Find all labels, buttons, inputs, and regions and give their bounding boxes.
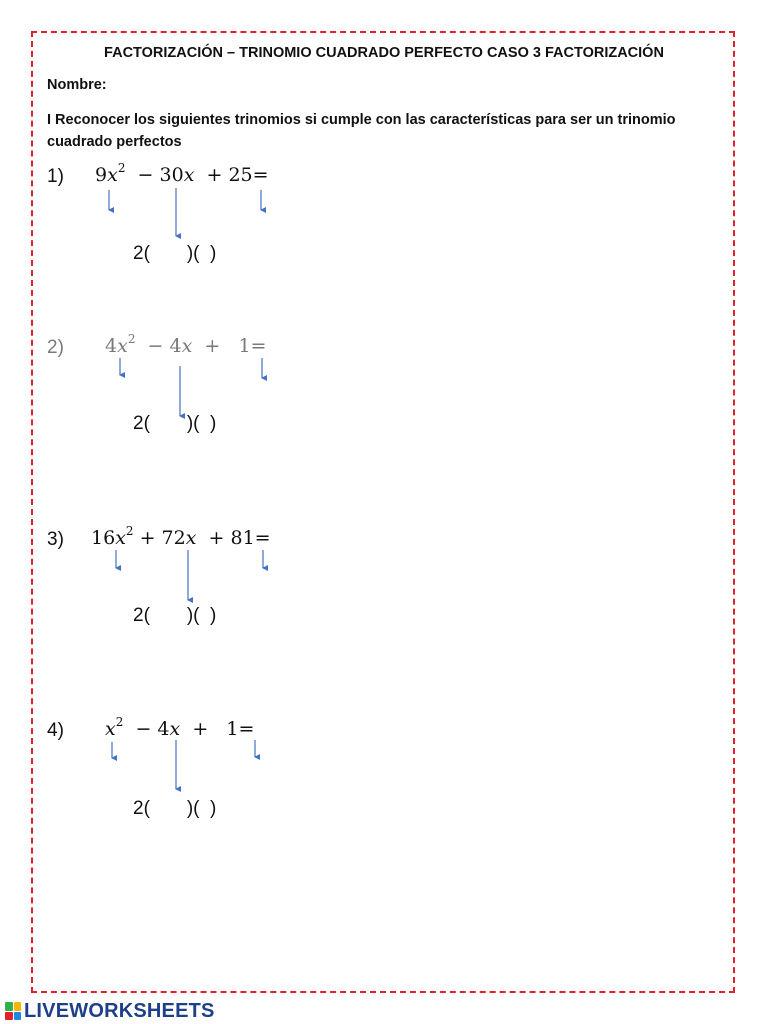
exercise-4-answer-blank[interactable]: 2( )( ) bbox=[133, 798, 217, 819]
exercise-3-number: 3) bbox=[47, 529, 64, 550]
exercise-2-equation: $4x^2 - 4x + 1=$ bbox=[105, 332, 267, 357]
exercise-1-number: 1) bbox=[47, 166, 64, 187]
liveworksheets-logo bbox=[5, 999, 215, 1023]
logo-text: LIVEWORKSHEETS bbox=[24, 999, 215, 1022]
exercise-4-equation: $x^2 - 4x + 1=$ bbox=[105, 715, 255, 740]
exercise-1-answer-blank[interactable]: 2( )( ) bbox=[133, 243, 217, 264]
exercise-1-equation: $9x^2 - 30x + 25=$ bbox=[95, 161, 269, 186]
worksheet-title: FACTORIZACIÓN – TRINOMIO CUADRADO PERFECTO CASO 3 FACTORIZACIÓN bbox=[104, 45, 664, 61]
exercise-2-number: 2) bbox=[47, 337, 64, 358]
exercise-4-number: 4) bbox=[47, 720, 64, 741]
exercise-3-answer-blank[interactable]: 2( )( ) bbox=[133, 605, 217, 626]
logo-icon bbox=[5, 1002, 21, 1020]
exercise-3-equation: $16x^2 + 72x + 81=$ bbox=[91, 524, 271, 549]
name-label: Nombre: bbox=[47, 77, 107, 93]
instructions: I Reconocer los siguientes trinomios si cumple con las características para ser un trinomio cuadrado perfectos bbox=[47, 112, 676, 150]
exercise-2-answer-blank[interactable]: 2( )( ) bbox=[133, 413, 217, 434]
